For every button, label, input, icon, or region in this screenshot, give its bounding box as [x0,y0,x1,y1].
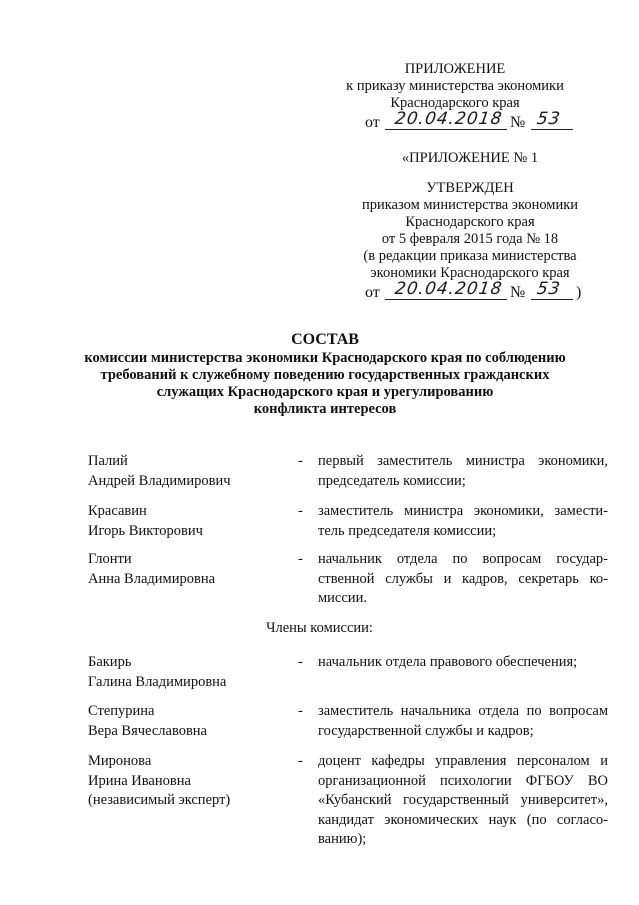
member-role: заместитель начальника отдела по вопросам государственной службы и кадров; [318,703,608,739]
member-given-names: Ирина Ивановна [88,772,191,789]
member-role: первый заместитель министра экономики, председатель комиссии; [318,453,608,489]
appendix-title: ПРИЛОЖЕНИЕ [404,61,506,77]
date-from-label: от [365,114,380,131]
number-underline [531,129,573,130]
edition-line-2: экономики Краснодарского края [370,265,570,281]
appendix-date-row [365,109,580,132]
approved-dated: от 5 февраля 2015 года № 18 [381,231,559,247]
approval-date-underline [385,299,507,300]
row-dash: - [298,753,303,769]
member-given-names: Анна Владимировна [88,570,216,587]
approval-date-row [365,279,585,302]
member-surname: Бакирь [88,654,132,670]
row-dash: - [298,654,303,670]
member-given-names: Галина Владимировна [88,673,227,690]
approved-by-order: приказом министерства экономики [361,197,579,213]
member-name [88,653,278,692]
appendix-region: Краснодарского края [390,95,520,111]
member-name [88,502,278,541]
date-underline [385,129,507,130]
member-surname: Палий [88,453,128,469]
number-label: № [510,114,526,131]
approval-number-label: № [510,284,526,301]
subtitle-line-3: служащих Краснодарского края и урегулированию [156,384,494,400]
member-given-names: Игорь Викторович [88,522,203,539]
approval-number-underline [531,299,573,300]
approval-details [345,180,595,282]
appendix-order-ref: к приказу министерства экономики [346,78,564,94]
member-given-names: Андрей Владимирович [88,472,231,489]
handwritten-date: 20.04.2018 [393,109,504,129]
member-surname: Глонти [88,551,132,567]
member-role: заместитель министра экономики, замести-тель председателя комиссии; [318,503,608,539]
approved-region: Краснодарского края [405,214,535,230]
approval-handwritten-date: 20.04.2018 [393,279,504,299]
subtitle-line-2: требований к служебному поведению государственных гражданских [100,367,550,383]
document-title: СОСТАВ [291,331,359,348]
row-dash: - [298,703,303,719]
members-heading: Члены комиссии: [266,620,373,636]
approval-close-paren: ) [576,284,582,301]
approval-handwritten-number: 53 [535,279,563,299]
member-surname: Степурина [88,703,155,719]
member-role: доцент кафедры управления персоналом и организационной психологии ФГБОУ ВО «Кубанский государственный университет», кандидат экономических наук (по согласо-ванию); [318,753,608,847]
member-role: начальник отдела по вопросам государ-ственной службы и кадров, секретарь ко-миссии. [318,551,608,606]
appendix-1-title: «ПРИЛОЖЕНИЕ № 1 [401,150,539,166]
approval-block [355,150,585,167]
approval-from-label: от [365,284,380,301]
member-surname: Красавин [88,503,147,519]
row-dash: - [298,453,303,469]
member-name [88,452,278,491]
row-dash: - [298,551,303,567]
row-dash: - [298,503,303,519]
member-name [88,702,278,741]
member-name [88,752,278,811]
approved-label: УТВЕРЖДЕН [426,180,514,196]
member-surname: Миронова [88,753,152,769]
appendix-header [340,61,570,112]
handwritten-number: 53 [535,109,563,129]
member-note: (независимый эксперт) [88,792,231,808]
document-subtitle [60,350,590,418]
member-role: начальник отдела правового обеспечения; [318,654,578,670]
subtitle-line-4: конфликта интересов [253,401,397,417]
subtitle-line-1: комиссии министерства экономики Краснодарского края по соблюдению [84,350,566,366]
member-name [88,550,278,589]
member-given-names: Вера Вячеславовна [88,722,207,739]
edition-line-1: (в редакции приказа министерства [363,248,577,264]
